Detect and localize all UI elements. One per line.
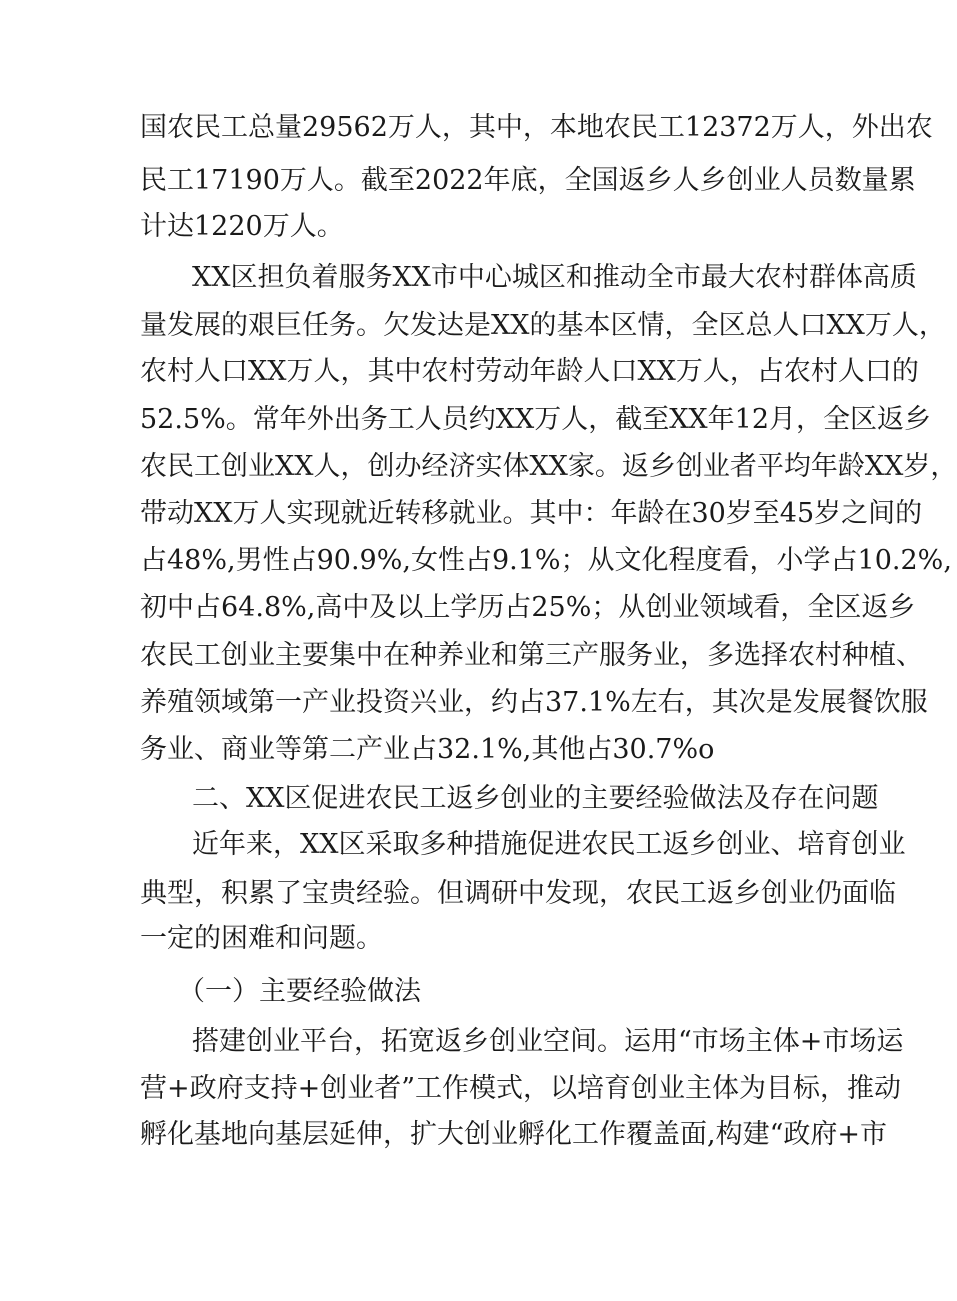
text-line: 一定的困难和问题。 [140,923,383,954]
text-line: 搭建创业平台，拓宽返乡创业空间。运用“市场主体+市场运 [192,1026,904,1057]
text-line: 带动XX万人实现就近转移就业。其中：年龄在30岁至45岁之间的 [140,498,923,529]
text-line: XX区担负着服务XX市中心城区和推动全市最大农村群体高质 [192,262,917,293]
text-line: 初中占64.8%,高中及以上学历占25%；从创业领域看，全区返乡 [140,592,916,623]
text-line: 孵化基地向基层延伸，扩大创业孵化工作覆盖面,构建“政府+市 [140,1119,888,1150]
text-line: 农民工创业XX人，创办经济实体XX家。返乡创业者平均年龄XX岁， [140,451,957,482]
text-line: 52.5%。常年外出务工人员约XX万人，截至XX年12月，全区返乡 [140,404,932,435]
text-line: 国农民工总量29562万人，其中，本地农民工12372万人，外出农 [140,112,933,143]
text-line: 量发展的艰巨任务。欠发达是XX的基本区情，全区总人口XX万人， [140,310,946,341]
text-line: 营+政府支持+创业者”工作模式，以培育创业主体为目标，推动 [140,1073,902,1104]
section-heading: 二、XX区促进农民工返乡创业的主要经验做法及存在问题 [192,783,879,814]
text-line: 计达1220万人。 [140,211,344,242]
text-line: 养殖领域第一产业投资兴业，约占37.1%左右，其次是发展餐饮服 [140,687,928,718]
text-line: 农村人口XX万人，其中农村劳动年龄人口XX万人，占农村人口的 [140,356,919,387]
text-line: 务业、商业等第二产业占32.1%,其他占30.7%o [140,734,715,765]
subsection-heading: （一）主要经验做法 [178,976,421,1007]
text-line: 占48%,男性占90.9%,女性占9.1%；从文化程度看，小学占10.2%, [140,545,952,576]
text-line: 近年来，XX区采取多种措施促进农民工返乡创业、培育创业 [192,829,906,860]
text-line: 农民工创业主要集中在种养业和第三产服务业，多选择农村种植、 [140,640,923,671]
text-line: 民工17190万人。截至2022年底，全国返乡人乡创业人员数量累 [140,165,916,196]
text-line: 典型，积累了宝贵经验。但调研中发现，农民工返乡创业仍面临 [140,878,896,909]
